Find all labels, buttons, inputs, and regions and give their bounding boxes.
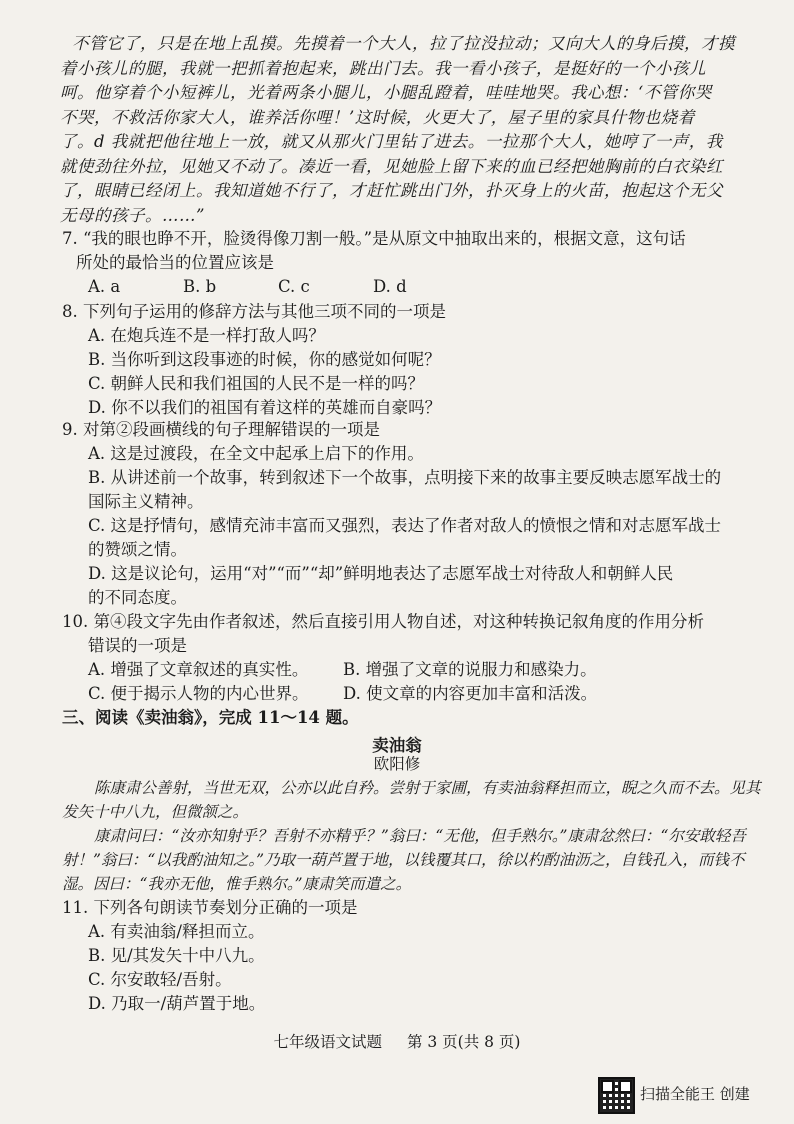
option-b[interactable]: B. b — [183, 277, 217, 296]
option-c[interactable]: C. 便于揭示人物的内心世界。 — [88, 684, 309, 703]
option-d[interactable]: D. 乃取一/葫芦置于地。 — [88, 994, 266, 1013]
question-stem: 11. 下列各句朗读节奏划分正确的一项是 — [62, 898, 358, 917]
passage-line: 了。d 我就把他往地上一放，就又从那火门里钻了进去。一拉那个大人，她哼了一声，我 — [60, 132, 723, 151]
options-row — [62, 275, 762, 299]
option-a[interactable]: A. 在炮兵连不是一样打敌人吗？ — [88, 326, 325, 345]
option-c[interactable]: C. 这是抒情句，感情充沛丰富而又强烈，表达了作者对敌人的愤恨之情和对志愿军战士 — [88, 516, 722, 535]
question-stem-cont: 所处的最恰当的位置应该是 — [76, 253, 274, 272]
option-a[interactable]: A. 这是过渡段，在全文中起承上启下的作用。 — [88, 444, 424, 463]
passage-line: 呵。他穿着个小短裤儿，光着两条小腿儿，小腿乱蹬着，哇哇地哭。我心想：‘不管你哭 — [60, 83, 712, 102]
qr-code-icon — [598, 1077, 635, 1114]
passage-author: 欧阳修 — [373, 755, 421, 773]
options-row — [62, 682, 762, 706]
passage-line: 就使劲往外拉，见她又不动了。凑近一看，见她脸上留下来的血已经把她胸前的白衣染红 — [60, 156, 723, 176]
option-b[interactable]: B. 增强了文章的说服力和感染力。 — [343, 660, 597, 679]
option-c[interactable]: C. c — [278, 277, 310, 296]
section-heading: 三、阅读《卖油翁》，完成 11～14 题。 — [62, 708, 359, 727]
scanner-watermark: 扫描全能王 创建 — [640, 1085, 750, 1103]
question-10 — [62, 610, 762, 706]
story-passage — [60, 32, 760, 228]
passage-title: 卖油翁 — [372, 736, 422, 755]
question-stem-cont: 错误的一项是 — [88, 636, 187, 655]
option-d[interactable]: D. 使文章的内容更加丰富和活泼。 — [343, 684, 598, 703]
option-c[interactable]: C. 朝鲜人民和我们祖国的人民不是一样的吗？ — [88, 374, 425, 393]
option-d[interactable]: D. 这是议论句，运用“对”“而”“却”鲜明地表达了志愿军战士对待敌人和朝鲜人民 — [88, 564, 674, 583]
footer-subject: 七年级语文试题 — [273, 1033, 383, 1051]
question-stem: 10. 第④段文字先由作者叙述，然后直接引用人物自述，对这种转换记叙角度的作用分析 — [62, 612, 704, 631]
question-stem: 8. 下列句子运用的修辞方法与其他三项不同的一项是 — [62, 302, 446, 321]
option-a[interactable]: A. 增强了文章叙述的真实性。 — [88, 660, 309, 679]
passage-line: 不管它了，只是在地上乱摸。先摸着一个大人，拉了拉没拉动；又向大人的身后摸，才摸 — [72, 34, 735, 53]
option-a[interactable]: A. 有卖油翁/释担而立。 — [88, 922, 265, 941]
option-b-cont: 国际主义精神。 — [88, 492, 204, 511]
option-b[interactable]: B. 当你听到这段事迹的时候，你的感觉如何呢？ — [88, 350, 441, 369]
question-8 — [62, 300, 762, 420]
option-b[interactable]: B. 见/其发矢十中八九。 — [88, 946, 265, 965]
option-d[interactable]: D. 你不以我们的祖国有着这样的英雄而自豪吗？ — [88, 398, 442, 417]
option-a[interactable]: A. a — [88, 277, 121, 296]
option-b[interactable]: B. 从讲述前一个故事，转到叙述下一个故事，点明接下来的故事主要反映志愿军战士的 — [88, 468, 722, 487]
option-d[interactable]: D. d — [373, 277, 407, 296]
classical-paragraph: 陈康肃公善射，当世无双，公亦以此自矜。尝射于家圃，有卖油翁释担而立，睨之久而不去。见其发矢十中八九，但微颔之。 — [62, 779, 761, 821]
question-7 — [62, 227, 762, 299]
passage-line: 无母的孩子。……” — [60, 205, 205, 225]
question-11 — [62, 896, 762, 1016]
question-stem: 7. “我的眼也睁不开，脸烫得像刀割一般。”是从原文中抽取出来的，根据文意，这句话 — [62, 229, 686, 248]
options-row — [62, 658, 762, 682]
option-c-cont: 的赞颂之情。 — [88, 540, 187, 559]
passage-line: 着小孩儿的腿，我就一把抓着抱起来，跳出门去。我一看小孩子，是挺好的一个小孩儿 — [60, 58, 706, 78]
classical-passage — [62, 776, 762, 896]
question-9 — [62, 418, 762, 610]
option-d-cont: 的不同态度。 — [88, 588, 187, 607]
footer-page-number: 第 3 页(共 8 页) — [406, 1033, 521, 1051]
passage-line: 了，眼睛已经闭上。我知道她不行了，才赶忙跳出门外，扑灭身上的火苗，抱起这个无父 — [60, 181, 723, 200]
classical-paragraph: 康肃问曰：“汝亦知射乎？吾射不亦精乎？”翁曰：“无他，但手熟尔。”康肃忿然曰：“尔安敢轻吾射！”翁曰：“以我酌油知之。”乃取一葫芦置于地，以钱覆其口，徐以杓酌油沥之，自钱孔入，而钱不湿。因曰：“我亦无他，惟手熟尔。”康肃笑而遣之。 — [62, 827, 746, 893]
question-stem: 9. 对第②段画横线的句子理解错误的一项是 — [62, 420, 380, 439]
option-c[interactable]: C. 尔安敢轻/吾射。 — [88, 970, 232, 989]
page-footer — [0, 1030, 794, 1052]
passage-line: 不哭，不救活你家大人，谁养活你哩！’这时候，火更大了，屋子里的家具什物也烧着 — [60, 107, 695, 127]
